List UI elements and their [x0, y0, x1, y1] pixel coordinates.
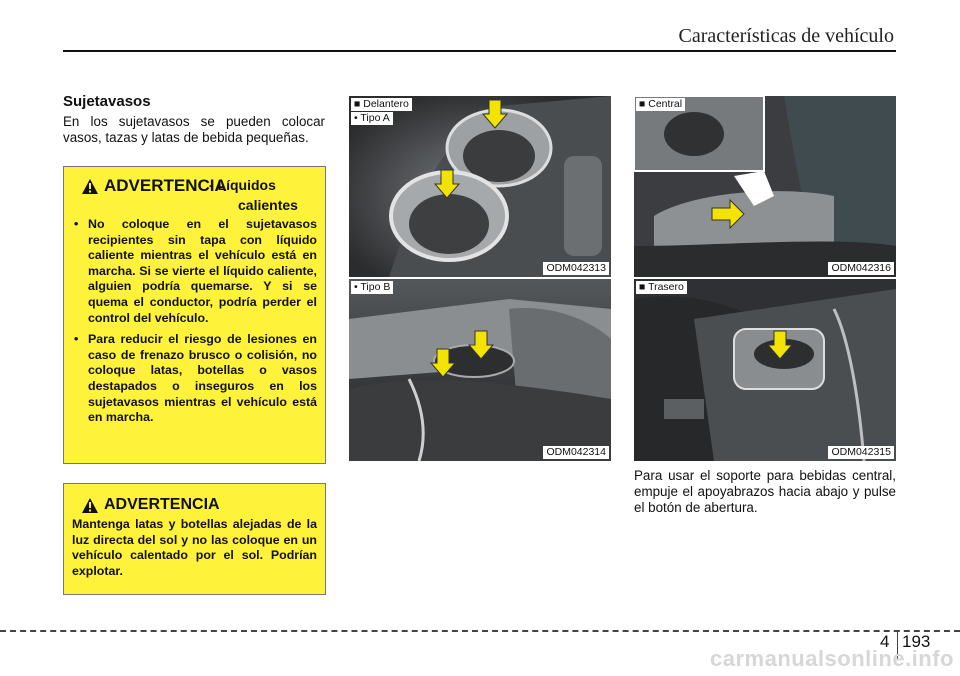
- warning-sunlight-box: [63, 483, 326, 595]
- figure-code: ODM042316: [828, 262, 894, 275]
- figure-label: ■ Central: [636, 98, 685, 111]
- photo-rear-cupholder: [634, 279, 896, 461]
- warning-item: • Para reducir el riesgo de lesiones en caso de frenazo brusco o colisión, no coloque latas, botellas o vasos destapados o inseguros en los sujetavasos mientras el vehículo está en marcha.: [72, 332, 317, 426]
- warning-triangle-icon: [82, 179, 98, 194]
- header-title: Características de vehículo: [678, 25, 894, 47]
- figure-code: ODM042314: [543, 446, 609, 459]
- intro-paragraph: En los sujetavasos se pueden colocar vasos, tazas y latas de bebida pequeñas.: [63, 114, 325, 145]
- warning-subtitle: - Líquidos: [209, 177, 276, 193]
- page-number: 193: [902, 632, 931, 651]
- footer-rule: [0, 630, 960, 632]
- photo-central-cupholder: [634, 96, 896, 277]
- warning-list: [72, 217, 317, 432]
- section-title: Sujetavasos: [63, 93, 151, 110]
- figure-code: ODM042315: [828, 446, 894, 459]
- page-chapter: 4: [880, 632, 890, 651]
- warning-subtitle-2: calientes: [238, 197, 298, 213]
- photo-front-cupholder-type-b: [349, 279, 611, 461]
- warning-triangle-icon: [82, 498, 98, 513]
- warning-hot-liquids-box: [63, 166, 326, 464]
- figure-code: ODM042313: [543, 262, 609, 275]
- figure-label: • Tipo B: [351, 281, 393, 294]
- warning-title: ADVERTENCIA: [104, 496, 220, 513]
- watermark: carmanualsonline.info: [710, 646, 954, 671]
- warning-item: • No coloque en el sujetavasos recipientes sin tapa con líquido caliente mientras el vehículo está en marcha. Si se vierte el líquido caliente, alguien podría quemarse. Y si se quema el conductor, podría perder el control del vehículo.: [72, 217, 317, 326]
- figure-label: ■ Delantero: [351, 98, 412, 111]
- header-rule: [63, 50, 896, 52]
- photo-front-cupholder-type-a: [349, 96, 611, 277]
- figure-label: ■ Trasero: [636, 281, 687, 294]
- warning-body: Mantenga latas y botellas alejadas de la luz directa del sol y no las coloque en un vehículo calentado por el sol. Podrían explotar.: [72, 517, 317, 578]
- figure-sublabel: • Tipo A: [351, 112, 393, 125]
- central-cupholder-caption: Para usar el soporte para bebidas central, empuje el apoyabrazos hacia abajo y pulse el botón de abertura.: [634, 468, 896, 515]
- warning-title: ADVERTENCIA: [104, 176, 227, 195]
